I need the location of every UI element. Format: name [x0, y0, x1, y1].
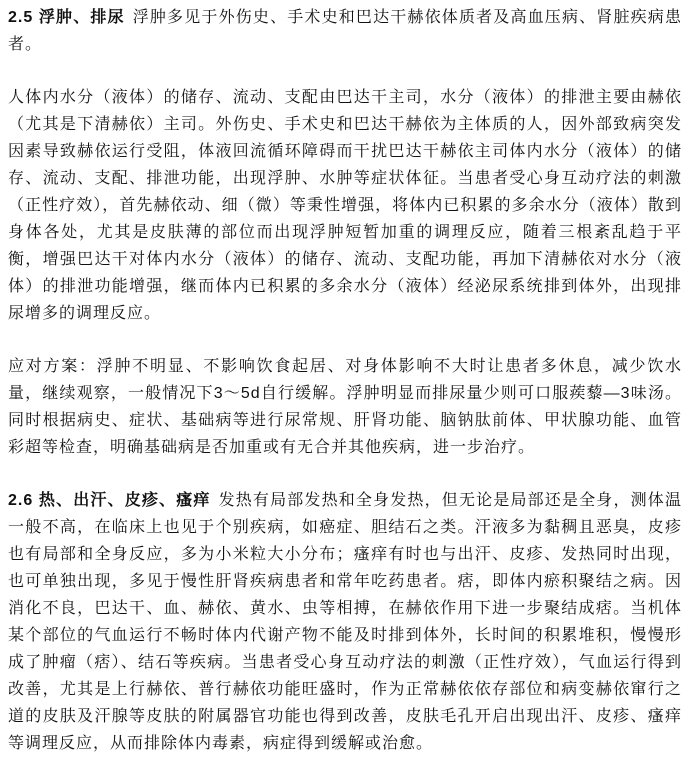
response-plan-paragraph	[8, 353, 682, 461]
section-2-6-heading: 2.6 热、出汗、皮疹、瘙痒	[8, 492, 211, 509]
water-metabolism-text: 人体内水分（液体）的储存、流动、支配由巴达干主司，水分（液体）的排泄主要由赫依（尤其是下清赫依）主司。外伤史、手术史和巴达干赫依为主体质的人，因外部致病突发因素导致赫依运行受阻，体液回流循环障碍而干扰巴达干赫依主司体内水分（液体）的储存、流动、支配、排泄功能，出现浮肿、水肿等症状体征。当患者受心身互动疗法的刺激（正性疗效），首先赫依动、细（微）等秉性增强，将体内已积累的多余水分（液体）散到身体各处，尤其是皮肤薄的部位而出现浮肿短暂加重的调理反应，随着三根紊乱趋于平衡，增强巴达干对体内水分（液体）的储存、流动、支配功能，再加下清赫依对水分（液体）的排泄功能增强，继而体内已积累的多余水分（液体）经泌尿系统排到体外，出现排尿增多的调理反应。	[8, 89, 682, 322]
response-plan-text: 应对方案：浮肿不明显、不影响饮食起居、对身体影响不大时让患者多休息，减少饮水量，继续观察，一般情况下3～5d自行缓解。浮肿明显而排尿量少则可口服蒺藜—3味汤。同时根据病史、症状、基础病等进行尿常规、肝肾功能、脑钠肽前体、甲状腺功能、血管彩超等检查，明确基础病是否加重或有无合并其他疾病，进一步治疗。	[8, 358, 682, 456]
water-metabolism-paragraph	[8, 84, 682, 327]
section-2-5-text: 浮肿多见于外伤史、手术史和巴达干赫依体质者及高血压病、肾脏疾病患者。	[8, 9, 682, 53]
section-2-5-paragraph	[8, 4, 682, 58]
section-2-6-text: 发热有局部发热和全身发热，但无论是局部还是全身，测体温一般不高，在临床上也见于个别疾病，如癌症、胆结石之类。汗液多为黏稠且恶臭，皮疹也有局部和全身反应，多为小米粒大小分布；瘙痒有时也与出汗、皮疹、发热同时出现，也可单独出现，多见于慢性肝肾疾病患者和常年吃药患者。痞，即体内瘀积聚结之病。因消化不良，巴达干、血、赫依、黄水、虫等相搏，在赫依作用下进一步聚结成痞。当机体某个部位的气血运行不畅时体内代谢产物不能及时排到体外，长时间的积累堆积，慢慢形成了肿瘤（痞）、结石等疾病。当患者受心身互动疗法的刺激（正性疗效），气血运行得到改善，尤其是上行赫依、普行赫依功能旺盛时，作为正常赫依依存部位和病变赫依窜行之道的皮肤及汗腺等皮肤的附属器官功能也得到改善，皮肤毛孔开启出现出汗、皮疹、瘙痒等调理反应，从而排除体内毒素，病症得到缓解或治愈。	[8, 492, 682, 752]
section-2-5-heading: 2.5 浮肿、排尿	[8, 9, 125, 26]
section-2-6-paragraph	[8, 487, 682, 757]
